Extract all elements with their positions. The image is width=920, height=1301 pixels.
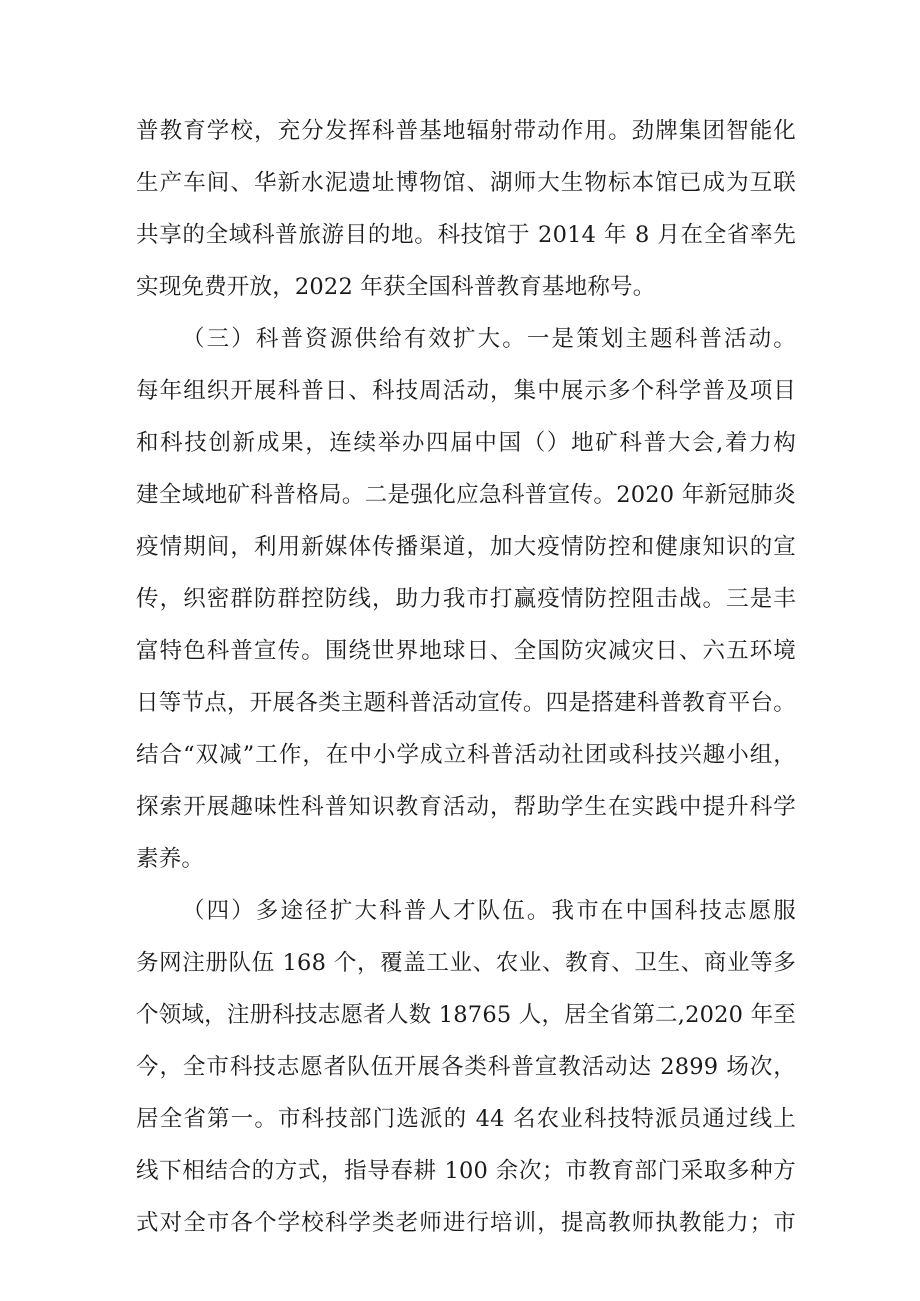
paragraph-line: 个领域，注册科技志愿者人数 18765 人，居全省第二,2020 年至 bbox=[136, 1002, 796, 1028]
paragraph-line: 普教育学校，充分发挥科普基地辐射带动作用。劲牌集团智能化 bbox=[136, 118, 796, 144]
paragraph-line: 共享的全域科普旅游目的地。科技馆于 2014 年 8 月在全省率先 bbox=[136, 222, 796, 248]
paragraph-line: 素养。 bbox=[136, 846, 205, 872]
paragraph-line: 务网注册队伍 168 个，覆盖工业、农业、教育、卫生、商业等多 bbox=[136, 950, 796, 976]
paragraph-line: 建全域地矿科普格局。二是强化应急科普宣传。2020 年新冠肺炎 bbox=[136, 482, 796, 508]
paragraph-line: 富特色科普宣传。围绕世界地球日、全国防灾减灾日、六五环境 bbox=[136, 638, 796, 664]
paragraph-line: 结合“双减”工作，在中小学成立科普活动社团或科技兴趣小组， bbox=[136, 742, 796, 768]
paragraph-line: 线下相结合的方式，指导春耕 100 余次；市教育部门采取多种方 bbox=[136, 1158, 796, 1184]
paragraph-line: 每年组织开展科普日、科技周活动，集中展示多个科学普及项目 bbox=[136, 378, 796, 404]
section-heading-line: （三）科普资源供给有效扩大。一是策划主题科普活动。 bbox=[182, 326, 796, 352]
paragraph-line: 探索开展趣味性科普知识教育活动，帮助学生在实践中提升科学 bbox=[136, 794, 796, 820]
paragraph-line: 式对全市各个学校科学类老师进行培训，提高教师执教能力；市 bbox=[136, 1210, 796, 1236]
paragraph-line: 居全省第一。市科技部门选派的 44 名农业科技特派员通过线上 bbox=[136, 1106, 796, 1132]
paragraph-line: 疫情期间，利用新媒体传播渠道，加大疫情防控和健康知识的宣 bbox=[136, 534, 796, 560]
paragraph-line: 日等节点，开展各类主题科普活动宣传。四是搭建科普教育平台。 bbox=[136, 690, 796, 716]
paragraph-line: 生产车间、华新水泥遗址博物馆、湖师大生物标本馆已成为互联 bbox=[136, 170, 796, 196]
section-heading-line: （四）多途径扩大科普人才队伍。我市在中国科技志愿服 bbox=[182, 898, 796, 924]
paragraph-line: 实现免费开放，2022 年获全国科普教育基地称号。 bbox=[136, 274, 656, 300]
paragraph-line: 今，全市科技志愿者队伍开展各类科普宣教活动达 2899 场次， bbox=[136, 1054, 796, 1080]
paragraph-line: 和科技创新成果，连续举办四届中国（）地矿科普大会,着力构 bbox=[136, 430, 796, 456]
paragraph-line: 传，织密群防群控防线，助力我市打赢疫情防控阻击战。三是丰 bbox=[136, 586, 796, 612]
